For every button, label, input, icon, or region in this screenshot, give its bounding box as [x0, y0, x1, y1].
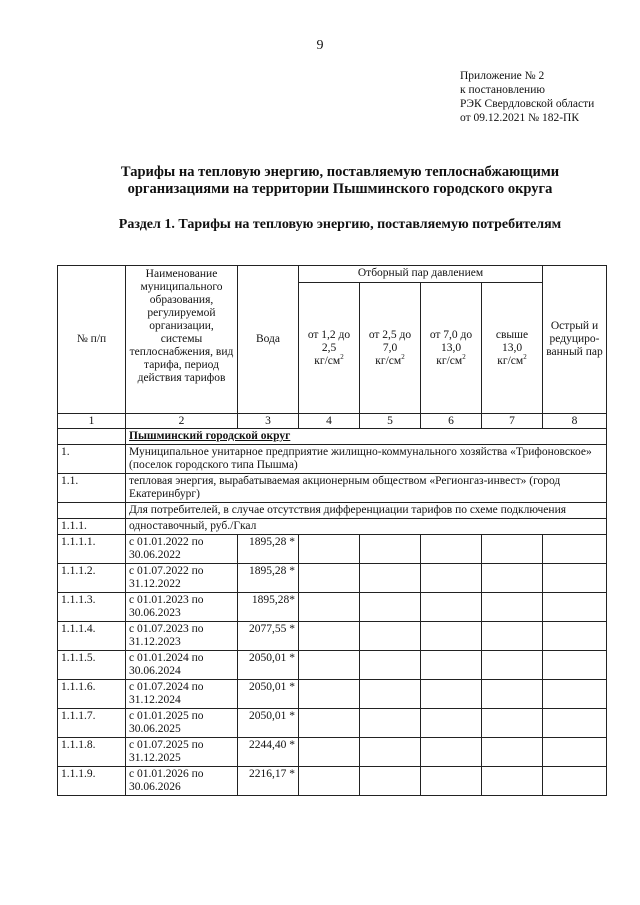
tariff-table: [57, 265, 607, 796]
empty-cell: [482, 564, 543, 593]
empty-cell: [543, 767, 607, 796]
empty-cell: [421, 593, 482, 622]
section-title: Раздел 1. Тарифы на тепловую энергию, поставляемую потребителям: [118, 217, 562, 232]
table-row: [58, 651, 607, 680]
header-row: [58, 266, 607, 283]
period-end: 31.12.2023: [129, 636, 181, 648]
period-start: с 01.01.2024 по: [129, 652, 204, 664]
empty-cell: [421, 564, 482, 593]
organization-name: Муниципальное унитарное предприятие жилищно-коммунального хозяйства «Трифоновское» (поселок городского типа Пышма): [126, 445, 607, 474]
row-number: 1.1.1.2.: [58, 564, 126, 593]
period-end: 30.06.2024: [129, 665, 181, 677]
period-cell: [126, 680, 238, 709]
period-cell: [126, 593, 238, 622]
consumers-row: [58, 503, 607, 519]
appendix-line: от 09.12.2021 № 182-ПК: [460, 112, 580, 124]
pressure-range: от 1,2 до 2,5: [307, 328, 351, 354]
empty-cell: [299, 651, 360, 680]
empty-cell: [360, 593, 421, 622]
column-number: 1: [58, 414, 126, 429]
appendix-line: Приложение № 2: [460, 70, 545, 82]
empty-cell: [421, 622, 482, 651]
empty-cell: [299, 767, 360, 796]
page-number: 9: [316, 38, 324, 53]
empty-cell: [421, 767, 482, 796]
header-pressure-1: [299, 283, 360, 414]
water-price: 2050,01 *: [238, 651, 299, 680]
period-start: с 01.07.2024 по: [129, 681, 204, 693]
period-start: с 01.01.2023 по: [129, 594, 204, 606]
header-water: Вода: [238, 266, 299, 414]
column-number: 6: [421, 414, 482, 429]
organization-row: [58, 445, 607, 474]
empty-cell: [360, 680, 421, 709]
empty-cell: [360, 738, 421, 767]
empty-cell: [482, 622, 543, 651]
header-pressure-4: [482, 283, 543, 414]
tariff-type-row: [58, 519, 607, 535]
period-cell: [126, 651, 238, 680]
table-row: [58, 680, 607, 709]
row-number: 1.1.: [58, 474, 126, 503]
empty-cell: [482, 709, 543, 738]
water-price: 1895,28 *: [238, 564, 299, 593]
empty-cell: [360, 564, 421, 593]
header-pressure-2: [360, 283, 421, 414]
table-row: [58, 709, 607, 738]
tariff-type: одноставочный, руб./Гкал: [126, 519, 607, 535]
pressure-range: свыше 13,0: [495, 328, 529, 354]
empty-cell: [543, 593, 607, 622]
table-row: [58, 535, 607, 564]
empty-cell: [421, 709, 482, 738]
title-line: организациями на территории Пышминского городского округа: [127, 181, 553, 197]
row-number: 1.1.1.3.: [58, 593, 126, 622]
empty-cell: [421, 680, 482, 709]
column-number: 4: [299, 414, 360, 429]
row-number: 1.1.1.6.: [58, 680, 126, 709]
empty-cell: [360, 767, 421, 796]
column-number: 3: [238, 414, 299, 429]
table-row: [58, 738, 607, 767]
empty-cell: [543, 680, 607, 709]
period-start: с 01.01.2026 по: [129, 768, 204, 780]
header-name: Наименование муниципального образования, регулируемой организации, системы теплоснабжения, вид тарифа, период действия тарифов: [126, 266, 238, 414]
pressure-unit: кг/см: [436, 354, 463, 367]
water-price: 2244,40 *: [238, 738, 299, 767]
empty-cell: [543, 564, 607, 593]
period-start: с 01.07.2025 по: [129, 739, 204, 751]
header-num: № п/п: [58, 266, 126, 414]
empty-cell: [543, 622, 607, 651]
title-line: Тарифы на тепловую энергию, поставляемую теплоснабжающими: [120, 164, 560, 180]
empty-cell: [299, 535, 360, 564]
empty-cell: [543, 709, 607, 738]
column-number: 7: [482, 414, 543, 429]
water-price: 1895,28*: [238, 593, 299, 622]
empty-cell: [360, 535, 421, 564]
empty-cell: [299, 622, 360, 651]
empty-cell: [482, 767, 543, 796]
appendix-block: [460, 69, 594, 125]
water-price: 2216,17 *: [238, 767, 299, 796]
empty-cell: [360, 651, 421, 680]
header-live-steam: Острый и редуциро-ванный пар: [543, 266, 607, 414]
row-number: 1.1.1.8.: [58, 738, 126, 767]
system-name: тепловая энергия, вырабатываемая акционерным обществом «Регионгаз-инвест» (город Екатеринбург): [126, 474, 607, 503]
row-number: 1.1.1.1.: [58, 535, 126, 564]
row-number: 1.1.1.7.: [58, 709, 126, 738]
document-title: [60, 164, 620, 198]
unit-power: 2: [401, 352, 405, 361]
water-price: 2077,55 *: [238, 622, 299, 651]
period-end: 30.06.2023: [129, 607, 181, 619]
empty-cell: [299, 593, 360, 622]
period-end: 30.06.2022: [129, 549, 181, 561]
empty-cell: [543, 535, 607, 564]
period-end: 31.12.2024: [129, 694, 181, 706]
pressure-range: от 7,0 до 13,0: [429, 328, 473, 354]
row-number: 1.1.1.5.: [58, 651, 126, 680]
column-number: 8: [543, 414, 607, 429]
pressure-range: от 2,5 до 7,0: [368, 328, 412, 354]
column-number-row: [58, 414, 607, 429]
empty-cell: [360, 709, 421, 738]
period-start: с 01.07.2023 по: [129, 623, 204, 635]
period-cell: [126, 767, 238, 796]
table-row: [58, 593, 607, 622]
empty-cell: [299, 709, 360, 738]
empty-cell: [58, 503, 126, 519]
empty-cell: [482, 535, 543, 564]
period-cell: [126, 709, 238, 738]
water-price: 2050,01 *: [238, 709, 299, 738]
empty-cell: [58, 429, 126, 445]
empty-cell: [482, 593, 543, 622]
water-price: 2050,01 *: [238, 680, 299, 709]
row-number: 1.1.1.4.: [58, 622, 126, 651]
appendix-line: РЭК Свердловской области: [460, 98, 595, 110]
period-end: 31.12.2022: [129, 578, 181, 590]
period-end: 31.12.2025: [129, 752, 181, 764]
empty-cell: [482, 680, 543, 709]
system-row: [58, 474, 607, 503]
table-row: [58, 767, 607, 796]
empty-cell: [421, 651, 482, 680]
period-end: 30.06.2026: [129, 781, 181, 793]
unit-power: 2: [523, 352, 527, 361]
row-number: 1.1.1.: [58, 519, 126, 535]
empty-cell: [482, 651, 543, 680]
period-cell: [126, 535, 238, 564]
district-name: Пышминский городской округ: [126, 429, 607, 445]
pressure-unit: кг/см: [497, 354, 524, 367]
header-steam-group: Отборный пар давлением: [299, 266, 543, 283]
period-cell: [126, 564, 238, 593]
period-start: с 01.01.2022 по: [129, 536, 204, 548]
empty-cell: [299, 738, 360, 767]
water-price: 1895,28 *: [238, 535, 299, 564]
consumers-text: Для потребителей, в случае отсутствия дифференциации тарифов по схеме подключения: [126, 503, 607, 519]
period-cell: [126, 622, 238, 651]
table-row: [58, 622, 607, 651]
appendix-line: к постановлению: [460, 84, 545, 96]
empty-cell: [421, 738, 482, 767]
row-number: 1.: [58, 445, 126, 474]
empty-cell: [360, 622, 421, 651]
table-row: [58, 564, 607, 593]
period-end: 30.06.2025: [129, 723, 181, 735]
row-number: 1.1.1.9.: [58, 767, 126, 796]
empty-cell: [543, 738, 607, 767]
empty-cell: [482, 738, 543, 767]
pressure-unit: кг/см: [375, 354, 402, 367]
column-number: 2: [126, 414, 238, 429]
column-number: 5: [360, 414, 421, 429]
empty-cell: [299, 680, 360, 709]
unit-power: 2: [340, 352, 344, 361]
period-start: с 01.01.2025 по: [129, 710, 204, 722]
empty-cell: [421, 535, 482, 564]
pressure-unit: кг/см: [314, 354, 341, 367]
empty-cell: [543, 651, 607, 680]
district-row: [58, 429, 607, 445]
unit-power: 2: [462, 352, 466, 361]
header-pressure-3: [421, 283, 482, 414]
period-cell: [126, 738, 238, 767]
period-start: с 01.07.2022 по: [129, 565, 204, 577]
empty-cell: [299, 564, 360, 593]
